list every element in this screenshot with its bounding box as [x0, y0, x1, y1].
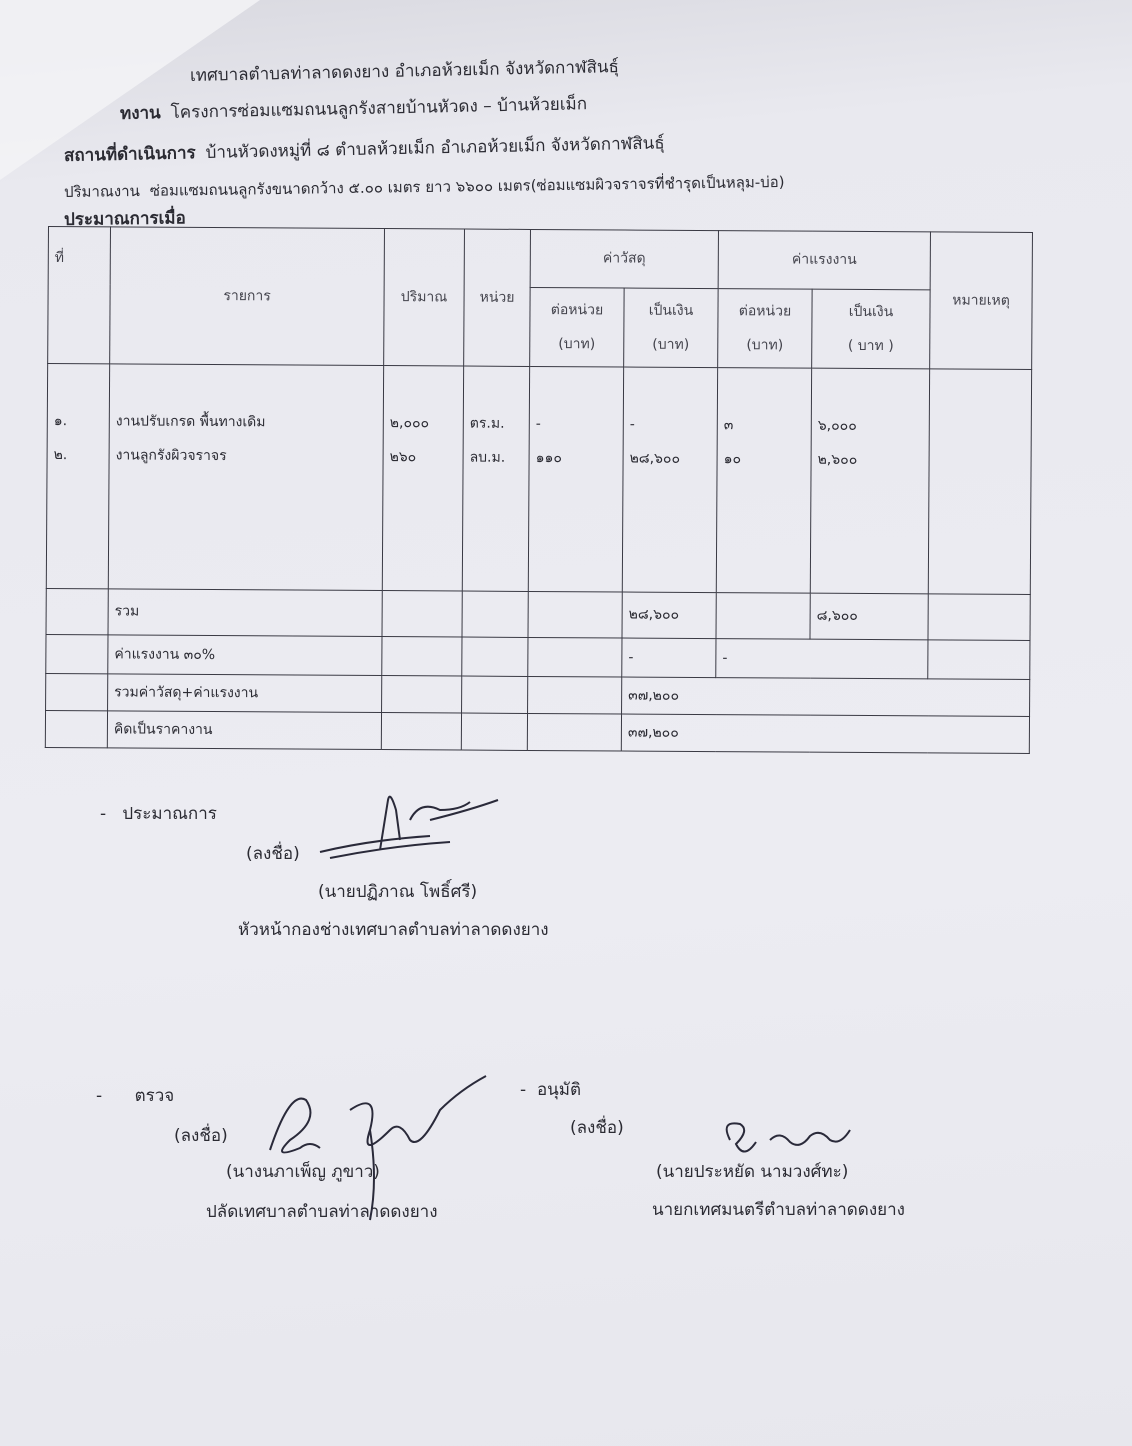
cell-mat-amount: [622, 367, 717, 592]
estimate-table: [45, 226, 1033, 754]
row1-qty: ๒,๐๐๐: [389, 415, 430, 432]
table-row-sum: [46, 673, 1030, 716]
table-row-labor30: [46, 634, 1030, 679]
labor30-labor: -: [716, 638, 928, 678]
cell-unit: [462, 366, 529, 591]
total-labor: ๘,๖๐๐: [810, 593, 928, 639]
cell-lab-unit: [716, 368, 811, 593]
estimator-role-text: ประมาณการ: [122, 804, 217, 824]
material-per-unit-header: [530, 287, 624, 367]
col-material-header: ค่าวัสดุ: [530, 229, 718, 288]
labor-per-unit-header: [718, 288, 812, 368]
labor-per-unit-label: ต่อหน่วย: [738, 303, 792, 320]
material-per-unit-label: ต่อหน่วย: [550, 302, 604, 319]
material-per-unit-sub: (บาท): [558, 336, 596, 353]
material-amount-sub: (บาท): [652, 336, 690, 353]
table-row-total: [46, 589, 1030, 640]
checker-role-text: ตรวจ: [134, 1086, 175, 1106]
cell-qty: [382, 366, 463, 591]
row2-no: ๒.: [53, 447, 68, 464]
row2-item: งานลูกรังผิวจราจร: [115, 447, 227, 465]
approver-title: นายกเทศมนตรีตำบลท่าลาดดงยาง: [652, 1200, 905, 1220]
row2-lab-amount: ๒,๖๐๐: [817, 451, 858, 469]
approver-role: - อนุมัติ: [520, 1080, 582, 1100]
checker-role: - ตรวจ: [96, 1086, 175, 1106]
price-value: ๓๗,๒๐๐: [621, 714, 1029, 754]
header-quantity-label: ปริมาณงาน: [63, 181, 140, 201]
header-municipality: เทศบาลตำบลท่าลาดดงยาง อำเภอห้วยเม็ก จังหวัดกาฬสินธุ์: [189, 57, 620, 86]
labor30-label: ค่าแรงงาน ๓๐%: [108, 634, 382, 675]
cell-item: [108, 364, 383, 591]
header-project-label: ทงาน: [119, 103, 161, 124]
col-remark-header: หมายเหตุ: [930, 232, 1033, 370]
estimator-title: หัวหน้ากองช่างเทศบาลตำบลท่าลาดดงยาง: [238, 920, 549, 940]
row2-mat-unit: ๑๑๐: [535, 450, 562, 467]
table-row-items: [46, 364, 1031, 595]
labor-amount-header: [812, 289, 930, 369]
header-location-value: บ้านหัวดงหมู่ที่ ๘ ตำบลห้วยเม็ก อำเภอห้วยเม็ก จังหวัดกาฬสินธุ์: [205, 133, 665, 164]
cell-no: [46, 364, 109, 589]
row2-unit: ลบ.ม.: [469, 449, 506, 467]
total-material: ๒๘,๖๐๐: [622, 592, 716, 638]
cell-remark: [928, 369, 1031, 595]
header-quantity-value: ซ่อมแซมถนนลูกรังขนาดกว้าง ๕.๐๐ เมตร ยาว ๖๖๐๐ เมตร(ซ่อมแซมผิวจราจรที่ชำรุดเป็นหลุม-บ่อ): [149, 172, 785, 200]
sum-value: ๓๗,๒๐๐: [622, 677, 1030, 717]
labor-amount-label: เป็นเงิน: [848, 303, 894, 321]
material-amount-label: เป็นเงิน: [648, 302, 694, 319]
row2-lab-unit: ๑๐: [723, 451, 742, 468]
approver-sign-label: (ลงชื่อ): [570, 1118, 624, 1138]
row2-qty: ๒๖๐: [389, 449, 417, 466]
cell-lab-amount: [810, 368, 929, 594]
col-no-header: ที่: [48, 227, 111, 365]
price-label: คิดเป็นราคางาน: [107, 711, 381, 750]
col-unit-header: หน่วย: [464, 229, 531, 367]
estimator-signature-icon: [310, 780, 510, 870]
cell-mat-unit: [528, 367, 623, 592]
labor30-material: -: [622, 638, 716, 678]
row1-item: งานปรับเกรด พื้นทางเดิม: [115, 413, 266, 431]
header-project-value: โครงการซ่อมแซมถนนลูกรังสายบ้านหัวดง – บ้านห้วยเม็ก: [170, 94, 588, 123]
labor-per-unit-sub: (บาท): [746, 337, 784, 354]
checker-name: (นางนภาเพ็ญ ภูขาว): [226, 1162, 380, 1182]
checker-title: ปลัดเทศบาลตำบลท่าลาดดงยาง: [206, 1202, 438, 1222]
row1-unit: ตร.ม.: [469, 415, 505, 432]
estimator-role: - ประมาณการ: [100, 804, 217, 824]
material-amount-header: [624, 288, 718, 368]
row1-lab-amount: ๖,๐๐๐: [817, 417, 857, 435]
labor-amount-sub: ( บาท ): [847, 337, 894, 355]
col-item-header: รายการ: [110, 227, 385, 366]
row1-mat-amount: -: [629, 416, 635, 433]
sum-label: รวมค่าวัสดุ+ค่าแรงงาน: [108, 674, 382, 713]
checker-sign-label: (ลงชื่อ): [174, 1126, 228, 1146]
total-label: รวม: [108, 589, 382, 636]
header-estimate-date: ประมาณการเมื่อ: [63, 208, 186, 230]
header-location-label: สถานที่ดำเนินการ: [63, 143, 196, 166]
col-qty-header: ปริมาณ: [384, 229, 465, 367]
row1-no: ๑.: [53, 413, 68, 430]
table-row-price: [45, 710, 1029, 753]
row2-mat-amount: ๒๘,๖๐๐: [629, 450, 681, 468]
approver-name: (นายประหยัด นามวงศ์ทะ): [656, 1162, 849, 1182]
estimator-name: (นายปฏิภาณ โพธิ์ศรี): [318, 882, 478, 902]
estimator-sign-label: (ลงชื่อ): [246, 844, 300, 864]
row1-mat-unit: -: [535, 416, 541, 433]
col-labor-header: ค่าแรงงาน: [718, 231, 930, 290]
approver-role-text: อนุมัติ: [536, 1080, 582, 1100]
row1-lab-unit: ๓: [723, 417, 734, 434]
